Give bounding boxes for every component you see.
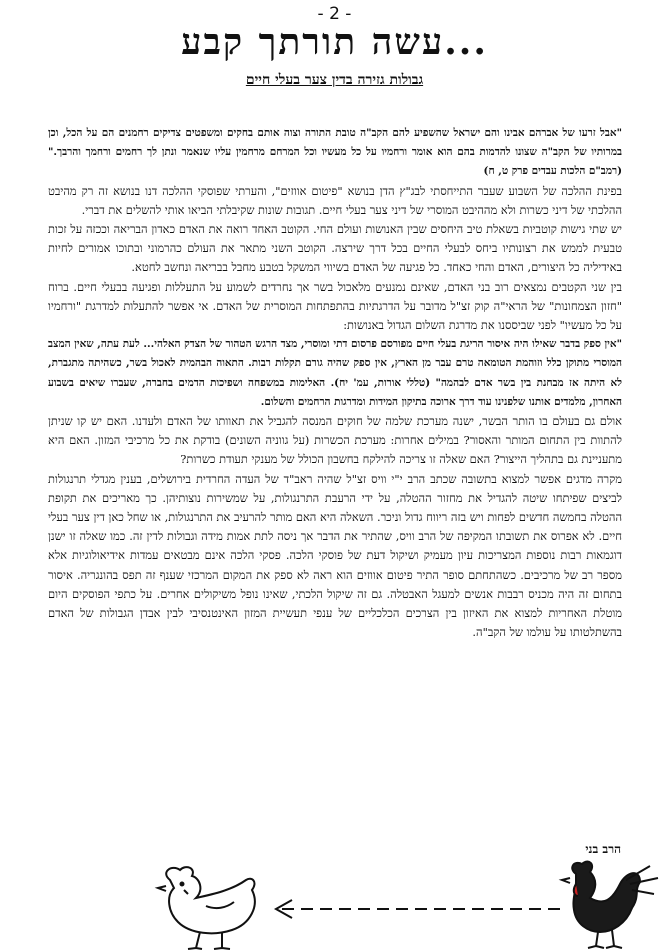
- body-paragraph: אולם גם בעולם בו הותר הבשר, ישנה מערכת שלמה של חוקים המנסה להגביל את תאוותו של האדם ולעדנו. האם יש קו שניתן להתוות בין התחום המותר והאסור? במילים אחרות: מערכת הכשרות (על גווניה השונים) בודקת את כל מרכיבי המזון. האם היא מתעניינת גם בתהליך הייצור? האם שאלה זו צריכה להילקח בחשבון הכולל של מענקי תעודת כשרות?: [48, 414, 622, 467]
- article-body: [48, 124, 622, 642]
- rooster-icon: [562, 862, 658, 948]
- chicken-illustration: [0, 850, 669, 950]
- page-title: ...עשה תורתך קבע: [181, 21, 488, 63]
- page-number: - 2 -: [317, 4, 352, 24]
- opening-quote: "אבל זרעו של אברהם אבינו והם ישראל שהשפיע להם הקב"ה טובת התורה וצוה אותם בחקים ומשפטים צדיקים רחמנים הם על הכל, וכן במרותיו של הקב"ה שצונו להדמות בהם הוא אומר ורחמיו על כל מעשיו וכל המרחם מרחמין עליו שנאמר ונתן לך רחמים ורחמך והרבך." (רמב"ם הלכות עבדים פרק ט, ח): [48, 127, 622, 178]
- plump-chicken-icon: [158, 867, 255, 949]
- dashed-arrow-icon: [276, 900, 560, 918]
- body-paragraph: מקרה מדגים אפשר למצוא בתשובה שכתב הרב י"י וויס זצ"ל שהיה ראב"ד של העדה החרדית בירושלים, בענין מגדלי תרנגולות לביצים שפיתחו שיטה להגדיל את מחזור ההטלה, על ידי הרעבת התרנגולות, על שמשירות נוצותיהן. כך מאריכים את תקופת ההטלה בחמשה חדשים לפחות ויש בזה ריווח גדול וניכר. השאלה היא האם מותר להרעיב את התרנגולות, או שחל כאן דין צער בעלי חיים. לא אפרוס את תשובתו המקיפה של הרב וויס, שהתיר את הדבר אך ניסה לתת אמות מידה וגבולות לדין זה. כמו שאלה זו ישנן דוגמאות רבות נוספות המצריכות עיון מעמיק ושיקול דעת של פוסקי הלכה. פסקי הלכה אינם מבטאים עמדות אידיאולוגיות אלא מספר רב של מרכיבים. כשהתחתם סופר התיר פיטום אווזים הוא ראה לא ספק את המקום המרכזי שענף זה תפס בהונגריה. איסור בתחום זה היה מכניס רבבות אנשים למעגל האבטלה. גם זה שיקול הלכתי, שאינו נופל משיקולים אחרים. על כתפי הפוסקים היום מוטלת האחריות למצוא את האיזון בין הצרכים הכלכליים של ענפי תעשיית המזון האינטנסיבי לבין אבדן הגבולות של האדם בהשתלטותו על עולמו של הקב"ה.: [48, 471, 622, 640]
- author-signature: הרב בני: [585, 842, 621, 856]
- kook-quote-paragraph: "אין ספק בדבר שאילו היה איסור הריגת בעלי חיים מפורסם פרסום דתי ומוסרי, מצד הרגש הטהור של הצדק האלהי... לעת עתה, שאין המצב המוסרי מתוקן כלל וזוהמת הטומאה טרם עבר מן הארץ, אין ספק שהיה גורם תקלות רבות. התאוה הבהמית לאכול בשר, כשהיתה מתגברת, לא היתה אז מבחנת בין בשר אדם לבהמה" (טללי אורות, עמ' יח). האלימות במשפחה ושפיכות הדמים בחברה, שעברו שיאים בשבוע האחרון, מלמדים אותנו שלפנינו עוד דרך ארוכה בתיקון המידות ומדרגות הרחמים והשלום.: [48, 338, 622, 408]
- body-paragraph: בין שני הקטבים נמצאים רוב בני האדם, שאינם נמנעים מלאכול בשר אך נחרדים לשמוע על התעללות ופגיעה בבעלי חיים. ברוח "חזון הצמחונות" של הראי"ה קוק זצ"ל מדובר על הדרגתיות בהתפתחות המוסרית של האדם. אי אפשר להתעלות למדרגת "ורחמיו על כל מעשיו" לפני שביססנו את מדרגת השלום הגדול באנושות:: [48, 279, 622, 333]
- article-subtitle: גבולות גזירה בדין צער בעלי חיים: [245, 72, 424, 88]
- body-paragraph: יש שתי גישות קוטביות בשאלת טיב היחסים שבין האנושות ועולם החי. הקוטב האחד רואה את האדם כאדון הבריאה וככזה על זכות טבעית לממש את רצונותיו ביחס לבעלי החיים בכל דרך שירצה. הקוטב השני מתאר את העולם כהרמוני ובתוכו אמורים לחיות באידיליה כל היצורים, האדם והחי כאחד. כל פגיעה של האדם בשיווי המשקל בטבע מחבל בבריאה ונחשב לחטא.: [48, 222, 622, 275]
- body-paragraph: בפינת ההלכה של השבוע שעבר התייחסתי לבג"ץ הדן בנושא "פיטום אווזים", והערתי שפוסקי ההלכה דנו בנושא זה רק מהיבט ההלכתי של דיני כשרות ולא מההיבט המוסרי של דיני צער בעלי חיים. תגובות שונות שקיבלתי הביאו אותי להשלים את דברי.: [48, 183, 622, 217]
